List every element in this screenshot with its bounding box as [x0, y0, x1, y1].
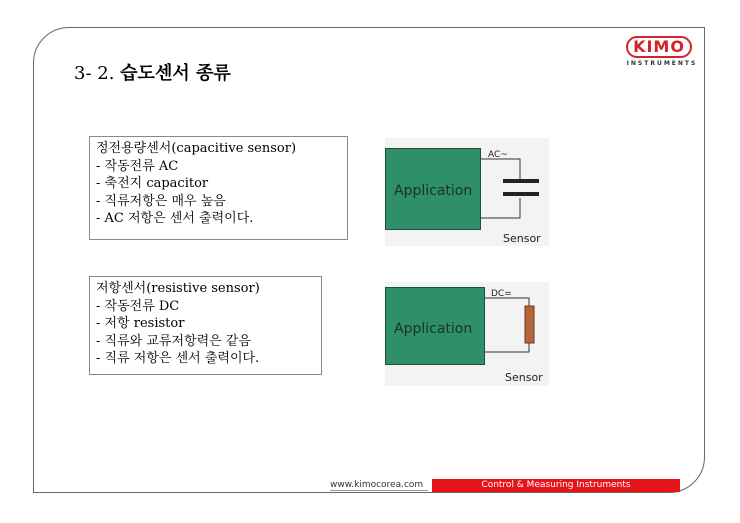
capacitor-circuit-icon — [385, 138, 549, 246]
capacitive-heading: 정전용량센서(capacitive sensor) — [96, 141, 297, 156]
title-text: 습도센서 종류 — [120, 63, 231, 84]
resistive-sensor-textbox — [89, 276, 322, 375]
resistive-item: - 작동전류 DC — [96, 298, 180, 314]
capacitive-item: - 작동전류 AC — [96, 158, 179, 174]
resistive-item: - 직류 저항은 센서 출력이다. — [96, 351, 260, 366]
page-title — [74, 59, 231, 85]
resistive-heading: 저항센서(resistive sensor) — [96, 281, 260, 296]
sensor-label: Sensor — [503, 232, 541, 245]
footer-tagline-bar: Control & Measuring Instruments — [432, 479, 680, 492]
application-label: Application — [394, 321, 473, 337]
slide-frame — [33, 27, 705, 493]
resistive-item: - 저항 resistor — [96, 316, 185, 331]
logo-brand: KIMO — [626, 36, 692, 58]
footer-url-link[interactable]: www.kimocorea.com — [330, 480, 428, 491]
ac-wire-label: AC~ — [488, 150, 508, 160]
capacitive-sensor-textbox — [89, 136, 348, 240]
kimo-logo — [622, 36, 702, 72]
capacitive-item: - 축전지 capacitor — [96, 176, 209, 191]
title-number: 3- 2. — [74, 63, 115, 84]
capacitive-item: - 직류저항은 매우 높음 — [96, 193, 226, 209]
sensor-label: Sensor — [505, 371, 543, 384]
capacitive-diagram — [385, 138, 549, 246]
logo-tagline: INSTRUMENTS — [626, 60, 698, 67]
dc-wire-label: DC= — [491, 289, 512, 299]
application-label: Application — [394, 183, 473, 199]
resistive-item: - 직류와 교류저항력은 같음 — [96, 333, 251, 349]
capacitive-item: - AC 저항은 센서 출력이다. — [96, 211, 254, 226]
resistive-diagram — [385, 282, 549, 386]
